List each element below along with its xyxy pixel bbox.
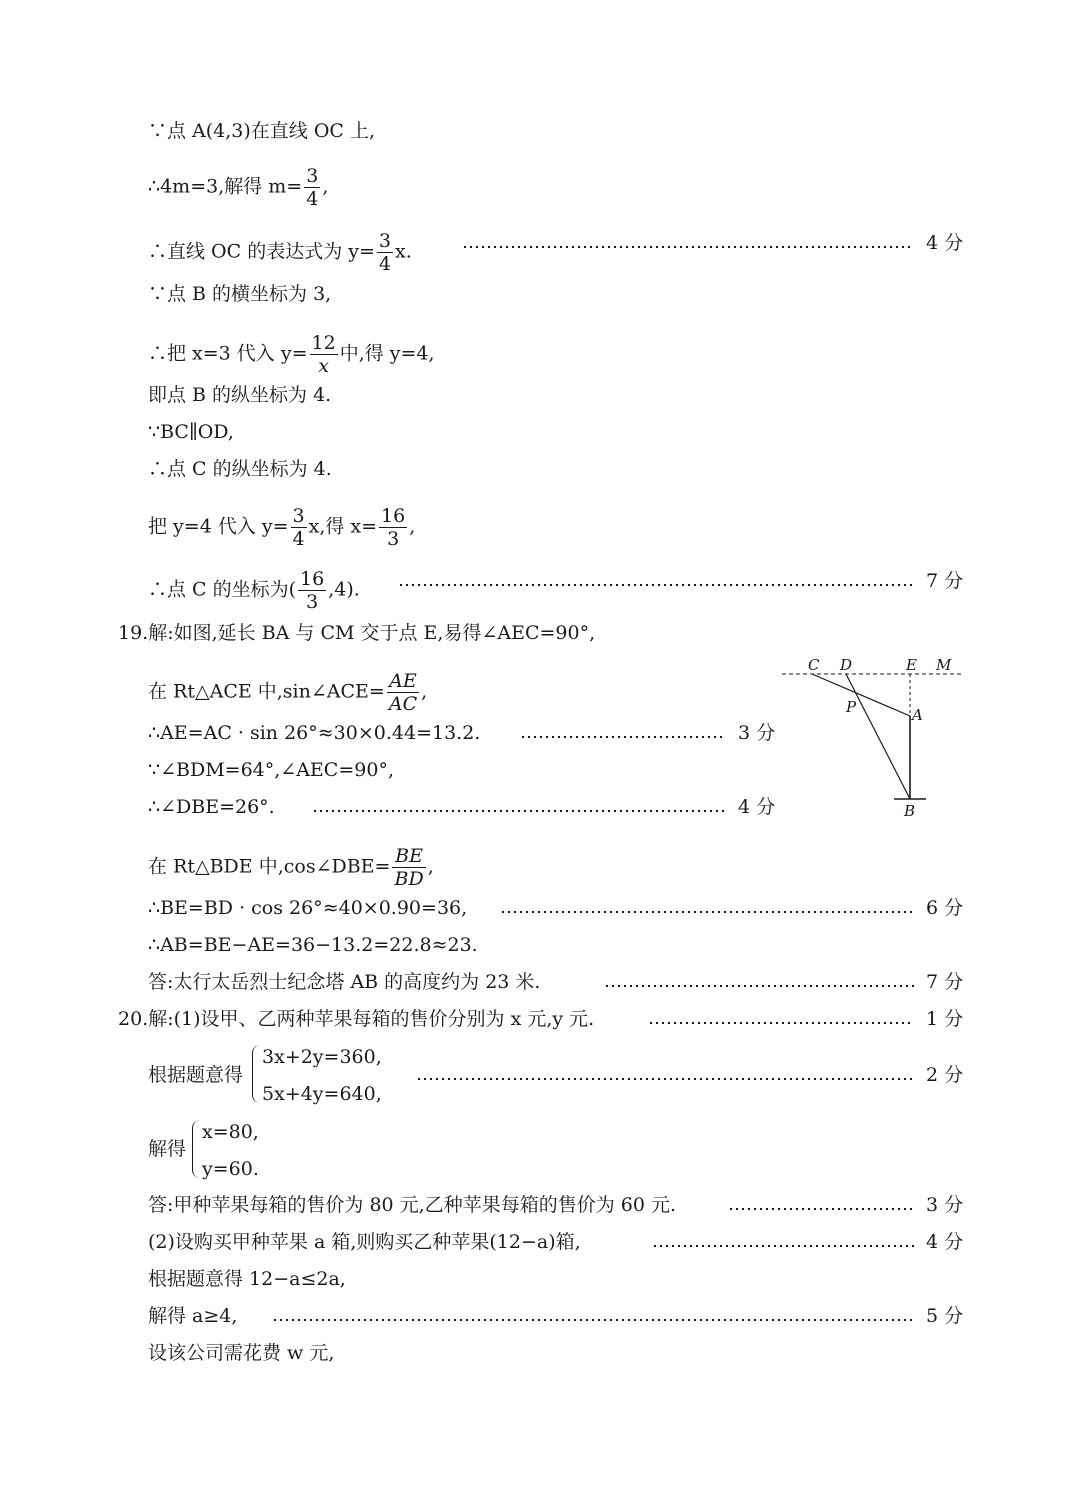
text-segment: 在 Rt△ACE 中,sin∠ACE= <box>148 680 385 703</box>
text-segment: , <box>322 175 329 198</box>
dot-leader <box>416 1062 914 1088</box>
dot-leader <box>520 720 726 746</box>
dot-leader <box>312 794 726 820</box>
text-segment: ∴直线 OC 的表达式为 y= <box>148 240 375 263</box>
score-label: 1 分 <box>926 1008 964 1030</box>
text-line: ∵∠BDM=64°,∠AEC=90°, <box>148 759 394 781</box>
dot-leader <box>652 1229 914 1255</box>
score-label: 7 分 <box>926 570 964 592</box>
dot-leader <box>728 1192 914 1218</box>
numerator: 16 <box>300 568 325 590</box>
label-m: M <box>936 656 952 674</box>
text-line: ∴AB=BE−AE=36−13.2=22.8≈23. <box>148 934 478 956</box>
geometry-figure <box>780 652 970 824</box>
text-segment: x. <box>394 240 412 263</box>
text-line: 根据题意得 12−a≤2a, <box>148 1268 346 1290</box>
label-c: C <box>808 656 820 674</box>
fraction <box>310 332 338 377</box>
denominator: 4 <box>292 528 305 550</box>
dot-leader <box>604 969 914 995</box>
numerator: 16 <box>381 505 406 527</box>
denominator: x <box>318 355 329 377</box>
text-line: ∵BC∥OD, <box>148 421 234 443</box>
numerator: BE <box>392 845 425 868</box>
score-label: 5 分 <box>926 1305 964 1327</box>
text-segment: , <box>427 855 434 878</box>
dot-leader <box>398 568 914 594</box>
denominator: AC <box>388 693 418 715</box>
label-b: B <box>904 802 916 820</box>
solution-brace <box>192 1120 201 1178</box>
dot-leader <box>500 895 914 921</box>
score-label: 3 分 <box>926 1194 964 1216</box>
text-line: 解得 a≥4, <box>148 1305 238 1327</box>
equation-brace <box>252 1045 261 1103</box>
numerator: 12 <box>311 332 336 354</box>
numerator: 3 <box>292 505 305 527</box>
denominator: 3 <box>387 528 400 550</box>
score-label: 4 分 <box>738 796 776 818</box>
text-line: ∴∠DBE=26°. <box>148 796 275 818</box>
text-line <box>148 332 435 377</box>
text-segment: x,得 x= <box>308 515 378 538</box>
text-segment: ∴把 x=3 代入 y= <box>148 342 308 365</box>
score-label: 3 分 <box>738 722 776 744</box>
text-segment: ∴点 C 的坐标为( <box>148 578 297 601</box>
text-line <box>148 165 328 210</box>
text-line: 答:太行太岳烈士纪念塔 AB 的高度约为 23 米. <box>148 971 541 993</box>
denominator: 4 <box>378 253 391 275</box>
denominator: 4 <box>306 188 319 210</box>
numerator: 3 <box>378 230 391 252</box>
equation-1: 3x+2y=360, <box>262 1046 382 1068</box>
question-20-heading: 20.解:(1)设甲、乙两种苹果每箱的售价分别为 x 元,y 元. <box>118 1008 595 1030</box>
text-segment: 在 Rt△BDE 中,cos∠DBE= <box>148 855 391 878</box>
fraction <box>387 670 419 715</box>
dot-leader <box>462 230 914 256</box>
score-label: 4 分 <box>926 1231 964 1253</box>
numerator: 3 <box>306 165 319 187</box>
label-e: E <box>906 656 917 674</box>
text-line <box>148 568 360 613</box>
text-line <box>148 845 434 890</box>
text-line: (2)设购买甲种苹果 a 箱,则购买乙种苹果(12−a)箱, <box>148 1231 581 1253</box>
text-line: ∵点 B 的横坐标为 3, <box>148 283 332 305</box>
solution-1: x=80, <box>202 1121 259 1143</box>
text-segment: , <box>409 515 416 538</box>
text-line <box>148 505 415 550</box>
fraction <box>392 845 425 890</box>
text-line: 根据题意得 <box>148 1064 244 1086</box>
fraction <box>304 165 320 210</box>
text-line <box>148 230 412 275</box>
dot-leader <box>272 1303 914 1329</box>
denominator: BD <box>394 868 424 890</box>
text-line: ∵点 A(4,3)在直线 OC 上, <box>148 120 376 142</box>
text-line <box>148 670 427 715</box>
solution-2: y=60. <box>202 1158 259 1180</box>
label-a: A <box>912 706 923 724</box>
equation-2: 5x+4y=640, <box>262 1083 382 1105</box>
dot-leader <box>648 1006 914 1032</box>
denominator: 3 <box>306 591 319 613</box>
text-line: 即点 B 的纵坐标为 4. <box>148 384 332 406</box>
score-label: 2 分 <box>926 1064 964 1086</box>
numerator: AE <box>387 670 419 693</box>
question-19-heading: 19.解:如图,延长 BA 与 CM 交于点 E,易得∠AEC=90°, <box>118 622 596 644</box>
label-p: P <box>846 698 857 716</box>
fraction <box>291 505 307 550</box>
text-line: ∴BE=BD · cos 26°≈40×0.90=36, <box>148 897 468 919</box>
label-d: D <box>840 656 853 674</box>
text-segment: 中,得 y=4, <box>339 342 435 365</box>
text-line: 设该公司需花费 w 元, <box>148 1342 335 1364</box>
fraction <box>379 505 407 550</box>
fraction <box>377 230 393 275</box>
text-segment: , <box>421 680 428 703</box>
score-label: 7 分 <box>926 971 964 993</box>
score-label: 4 分 <box>926 232 964 254</box>
text-segment: ,4). <box>328 578 360 601</box>
text-segment: ∴4m=3,解得 m= <box>148 175 303 198</box>
line-ca <box>812 674 910 716</box>
text-segment: 把 y=4 代入 y= <box>148 515 289 538</box>
fraction <box>298 568 326 613</box>
text-line: 答:甲种苹果每箱的售价为 80 元,乙种苹果每箱的售价为 60 元. <box>148 1194 676 1216</box>
text-line: ∴AE=AC · sin 26°≈30×0.44=13.2. <box>148 722 481 744</box>
score-label: 6 分 <box>926 897 964 919</box>
text-line: 解得 <box>148 1138 187 1160</box>
text-line: ∴点 C 的纵坐标为 4. <box>148 458 332 480</box>
line-db <box>846 674 910 799</box>
